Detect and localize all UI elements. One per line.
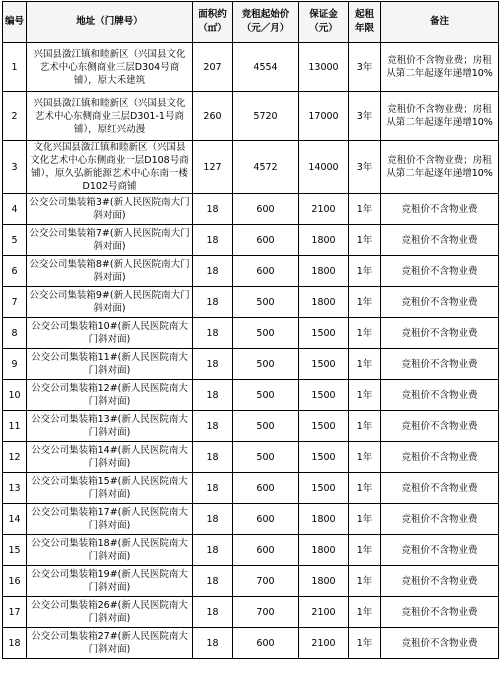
cell-price: 500 xyxy=(233,380,299,411)
cell-term: 3年 xyxy=(349,141,381,194)
cell-deposit: 1800 xyxy=(299,256,349,287)
cell-price: 600 xyxy=(233,504,299,535)
cell-term: 1年 xyxy=(349,597,381,628)
cell-note: 竞租价不含物业费；房租从第二年起逐年递增10% xyxy=(381,92,499,141)
table-row xyxy=(3,43,499,92)
header-address: 地址（门牌号） xyxy=(27,2,193,43)
cell-no: 1 xyxy=(3,43,27,92)
cell-price: 500 xyxy=(233,318,299,349)
cell-note: 竞租价不含物业费 xyxy=(381,597,499,628)
cell-note: 竞租价不含物业费 xyxy=(381,349,499,380)
cell-price: 600 xyxy=(233,535,299,566)
cell-area: 18 xyxy=(193,318,233,349)
table-row xyxy=(3,287,499,318)
cell-note: 竞租价不含物业费 xyxy=(381,535,499,566)
table-row xyxy=(3,256,499,287)
cell-deposit: 2100 xyxy=(299,628,349,659)
cell-area: 18 xyxy=(193,411,233,442)
cell-no: 15 xyxy=(3,535,27,566)
table-row xyxy=(3,194,499,225)
cell-note: 竞租价不含物业费 xyxy=(381,628,499,659)
cell-area: 18 xyxy=(193,349,233,380)
cell-deposit: 1800 xyxy=(299,504,349,535)
cell-note: 竞租价不含物业费 xyxy=(381,256,499,287)
cell-address: 公交公司集装箱13#(新人民医院南大门斜对面) xyxy=(27,411,193,442)
cell-area: 18 xyxy=(193,535,233,566)
cell-note: 竞租价不含物业费 xyxy=(381,566,499,597)
cell-deposit: 1500 xyxy=(299,411,349,442)
cell-note: 竞租价不含物业费 xyxy=(381,225,499,256)
cell-no: 7 xyxy=(3,287,27,318)
cell-area: 18 xyxy=(193,628,233,659)
table-row xyxy=(3,349,499,380)
cell-deposit: 1500 xyxy=(299,318,349,349)
cell-address: 公交公司集装箱18#(新人民医院南大门斜对面) xyxy=(27,535,193,566)
cell-price: 600 xyxy=(233,473,299,504)
cell-area: 127 xyxy=(193,141,233,194)
cell-no: 9 xyxy=(3,349,27,380)
cell-no: 5 xyxy=(3,225,27,256)
header-deposit: 保证金（元） xyxy=(299,2,349,43)
cell-address: 公交公司集装箱19#(新人民医院南大门斜对面) xyxy=(27,566,193,597)
cell-term: 1年 xyxy=(349,566,381,597)
cell-deposit: 1800 xyxy=(299,225,349,256)
cell-note: 竞租价不含物业费 xyxy=(381,194,499,225)
cell-note: 竞租价不含物业费 xyxy=(381,442,499,473)
cell-deposit: 1500 xyxy=(299,442,349,473)
cell-note: 竞租价不含物业费 xyxy=(381,473,499,504)
cell-price: 500 xyxy=(233,349,299,380)
cell-address: 公交公司集装箱26#(新人民医院南大门斜对面) xyxy=(27,597,193,628)
cell-price: 600 xyxy=(233,256,299,287)
cell-note: 竞租价不含物业费 xyxy=(381,380,499,411)
cell-price: 600 xyxy=(233,628,299,659)
table-row xyxy=(3,597,499,628)
table-row xyxy=(3,225,499,256)
cell-deposit: 13000 xyxy=(299,43,349,92)
table-row xyxy=(3,628,499,659)
table-row xyxy=(3,92,499,141)
cell-no: 6 xyxy=(3,256,27,287)
cell-price: 4554 xyxy=(233,43,299,92)
cell-term: 1年 xyxy=(349,194,381,225)
table-row xyxy=(3,473,499,504)
table-row xyxy=(3,442,499,473)
cell-price: 700 xyxy=(233,597,299,628)
table-row xyxy=(3,535,499,566)
cell-deposit: 1500 xyxy=(299,349,349,380)
cell-no: 4 xyxy=(3,194,27,225)
cell-address: 公交公司集装箱17#(新人民医院南大门斜对面) xyxy=(27,504,193,535)
cell-term: 1年 xyxy=(349,380,381,411)
cell-area: 18 xyxy=(193,194,233,225)
cell-price: 700 xyxy=(233,566,299,597)
cell-deposit: 1500 xyxy=(299,473,349,504)
cell-area: 207 xyxy=(193,43,233,92)
header-term: 起租年限 xyxy=(349,2,381,43)
cell-no: 18 xyxy=(3,628,27,659)
cell-deposit: 14000 xyxy=(299,141,349,194)
cell-term: 3年 xyxy=(349,92,381,141)
cell-area: 18 xyxy=(193,566,233,597)
cell-address: 公交公司集装箱9#(新人民医院南大门斜对面) xyxy=(27,287,193,318)
cell-address: 公交公司集装箱15#(新人民医院南大门斜对面) xyxy=(27,473,193,504)
cell-deposit: 17000 xyxy=(299,92,349,141)
cell-price: 600 xyxy=(233,194,299,225)
cell-price: 500 xyxy=(233,411,299,442)
cell-deposit: 1800 xyxy=(299,287,349,318)
cell-address: 公交公司集装箱3#(新人民医院南大门斜对面) xyxy=(27,194,193,225)
cell-area: 18 xyxy=(193,473,233,504)
cell-price: 4572 xyxy=(233,141,299,194)
cell-deposit: 1500 xyxy=(299,380,349,411)
header-price: 竞租起始价（元／月） xyxy=(233,2,299,43)
cell-note: 竞租价不含物业费 xyxy=(381,504,499,535)
cell-term: 1年 xyxy=(349,411,381,442)
cell-area: 18 xyxy=(193,504,233,535)
cell-note: 竞租价不含物业费；房租从第二年起逐年递增10% xyxy=(381,141,499,194)
table-header-row xyxy=(3,2,499,43)
cell-note: 竞租价不含物业费 xyxy=(381,411,499,442)
cell-area: 18 xyxy=(193,597,233,628)
table-row xyxy=(3,318,499,349)
cell-address: 公交公司集装箱7#(新人民医院南大门斜对面) xyxy=(27,225,193,256)
cell-no: 2 xyxy=(3,92,27,141)
cell-address: 公交公司集装箱11#(新人民医院南大门斜对面) xyxy=(27,349,193,380)
cell-term: 1年 xyxy=(349,225,381,256)
cell-deposit: 2100 xyxy=(299,194,349,225)
cell-note: 竞租价不含物业费；房租从第二年起逐年递增10% xyxy=(381,43,499,92)
rental-table xyxy=(2,1,499,659)
cell-address: 公交公司集装箱8#(新人民医院南大门斜对面) xyxy=(27,256,193,287)
cell-area: 18 xyxy=(193,225,233,256)
cell-no: 11 xyxy=(3,411,27,442)
cell-term: 1年 xyxy=(349,628,381,659)
cell-address: 公交公司集装箱14#(新人民医院南大门斜对面) xyxy=(27,442,193,473)
cell-note: 竞租价不含物业费 xyxy=(381,318,499,349)
cell-address: 公交公司集装箱27#(新人民医院南大门斜对面) xyxy=(27,628,193,659)
cell-address: 兴国县潋江镇和睦新区（兴国县文化艺术中心东侧商业三层D304号商铺），原大禾建筑 xyxy=(27,43,193,92)
cell-area: 18 xyxy=(193,287,233,318)
header-note: 备注 xyxy=(381,2,499,43)
cell-area: 18 xyxy=(193,442,233,473)
cell-area: 260 xyxy=(193,92,233,141)
cell-term: 1年 xyxy=(349,256,381,287)
table-row xyxy=(3,504,499,535)
cell-deposit: 2100 xyxy=(299,597,349,628)
cell-no: 8 xyxy=(3,318,27,349)
cell-no: 3 xyxy=(3,141,27,194)
cell-no: 10 xyxy=(3,380,27,411)
cell-term: 1年 xyxy=(349,442,381,473)
cell-deposit: 1800 xyxy=(299,566,349,597)
cell-address: 公交公司集装箱10#(新人民医院南大门斜对面) xyxy=(27,318,193,349)
cell-price: 600 xyxy=(233,225,299,256)
cell-price: 500 xyxy=(233,287,299,318)
cell-area: 18 xyxy=(193,256,233,287)
cell-term: 1年 xyxy=(349,473,381,504)
cell-area: 18 xyxy=(193,380,233,411)
cell-address: 文化兴国县潋江镇和睦新区（兴国县文化艺术中心东侧商业一层D108号商铺），原久弘新能源艺术中心东南一楼D102号商铺 xyxy=(27,141,193,194)
cell-no: 13 xyxy=(3,473,27,504)
cell-deposit: 1800 xyxy=(299,535,349,566)
table-row xyxy=(3,566,499,597)
cell-term: 1年 xyxy=(349,504,381,535)
table-row xyxy=(3,141,499,194)
cell-note: 竞租价不含物业费 xyxy=(381,287,499,318)
header-no: 编号 xyxy=(3,2,27,43)
cell-no: 16 xyxy=(3,566,27,597)
cell-no: 14 xyxy=(3,504,27,535)
cell-term: 1年 xyxy=(349,535,381,566)
cell-address: 公交公司集装箱12#(新人民医院南大门斜对面) xyxy=(27,380,193,411)
cell-term: 1年 xyxy=(349,287,381,318)
header-area: 面积约（㎡） xyxy=(193,2,233,43)
table-row xyxy=(3,380,499,411)
cell-price: 5720 xyxy=(233,92,299,141)
table-row xyxy=(3,411,499,442)
cell-term: 1年 xyxy=(349,318,381,349)
cell-no: 12 xyxy=(3,442,27,473)
cell-term: 3年 xyxy=(349,43,381,92)
cell-address: 兴国县潋江镇和睦新区（兴国县文化艺术中心东侧商业三层D301-1号商铺），原红兴动漫 xyxy=(27,92,193,141)
cell-price: 500 xyxy=(233,442,299,473)
cell-no: 17 xyxy=(3,597,27,628)
cell-term: 1年 xyxy=(349,349,381,380)
